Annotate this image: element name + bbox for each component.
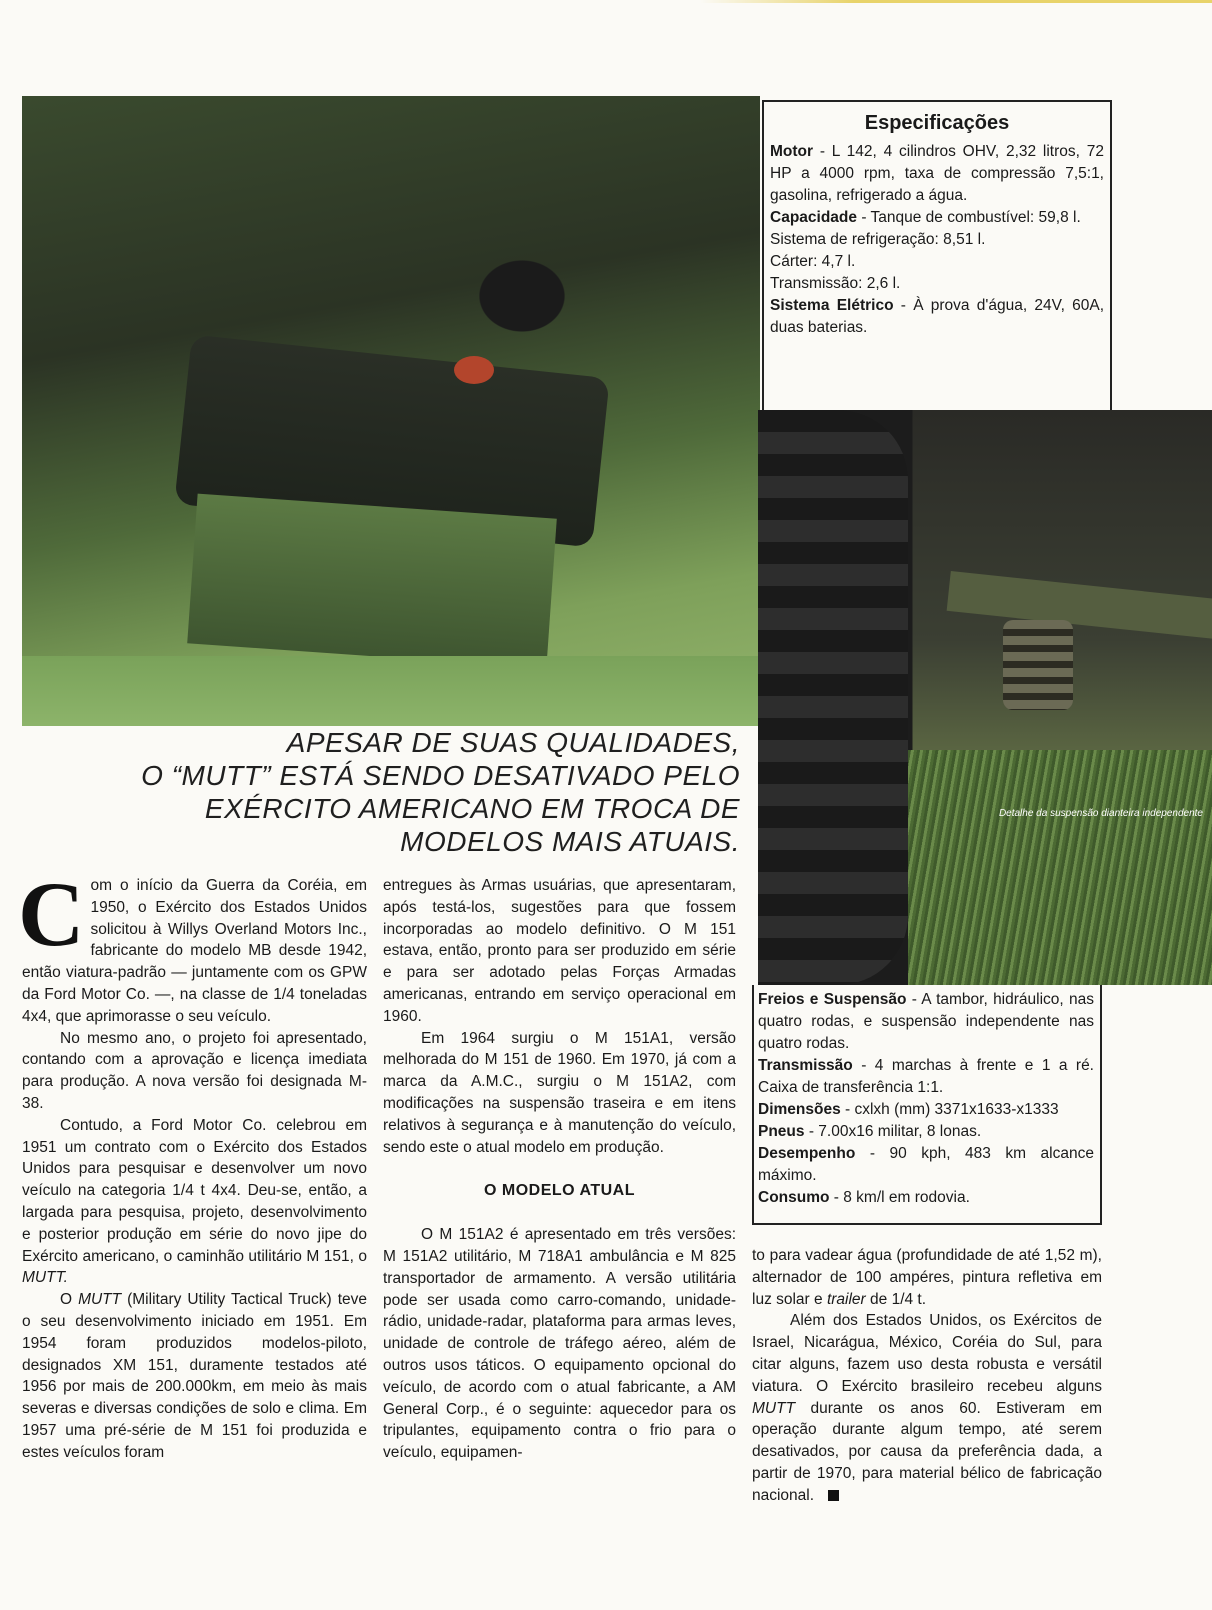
paragraph-text: to para vadear água (profundidade de até 1,52 m), alternador de 100 ampéres, pintura refletiva em luz solar e bbox=[752, 1247, 1102, 1308]
oil-cap-shape bbox=[454, 356, 494, 384]
spec-capacidade-label: Capacidade bbox=[770, 209, 858, 226]
paragraph bbox=[22, 1289, 367, 1463]
suspension-caption: Detalhe da suspensão dianteira independente bbox=[998, 808, 1203, 819]
spec-consumo bbox=[758, 1187, 1094, 1209]
headline-line-4: MODELOS MAIS ATUAIS. bbox=[400, 826, 740, 857]
paragraph-text: durante os anos 60. Estiveram em operação durante algum tempo, até serem desativados, por causa da preferência dada, a partir de 1970, para material bélico de fabricação nacional. bbox=[752, 1399, 1102, 1504]
end-mark-icon bbox=[828, 1490, 839, 1501]
headline-line-1: APESAR DE SUAS QUALIDADES, bbox=[286, 727, 740, 758]
spec-pneus-label: Pneus bbox=[758, 1123, 805, 1140]
spec-pneus-text: - 7.00x16 militar, 8 lonas. bbox=[804, 1123, 982, 1140]
specs-box-top bbox=[762, 100, 1112, 410]
headline-line-3: EXÉRCITO AMERICANO EM TROCA DE bbox=[204, 793, 740, 824]
paragraph-italic: MUTT bbox=[752, 1399, 796, 1417]
article-column-1 bbox=[18, 863, 367, 1464]
spec-freios bbox=[758, 989, 1094, 1055]
paragraph-text: Contudo, a Ford Motor Co. celebrou em 1951 um contrato com o Exército dos Estados Unidos para pesquisar e desenvolver um novo veículo na categoria 1/4 t 4x4. Deu-se, então, a largada para pesquisa, projeto, desenvolvimento e posterior produção em série do novo jipe do Exército americano, o caminhão utilitário M 151, o bbox=[22, 1116, 367, 1265]
spec-carter: Cárter: 4,7 l. bbox=[770, 253, 856, 270]
spec-pneus bbox=[758, 1121, 1094, 1143]
paragraph: O M 151A2 é apresentado em três versões: M 151A2 utilitário, M 718A1 ambulância e M 825 transportador de armamento. A versão utilitária pode ser usada como carro-comando, unidade-rádio, unidade-radar, plataforma para armas leves, unidade de controle de tráfego aéreo, além de outros usos táticos. O equipamento opcional do veículo, de acordo com o atual fabricante, a AM General Corp., é o seguinte: aquecedor para os tripulantes, equipamento contra o frio para o veículo, equipamen- bbox=[383, 1226, 736, 1462]
fender-shape bbox=[22, 656, 760, 726]
specs-title: Especificações bbox=[864, 112, 1010, 134]
paragraph bbox=[752, 1245, 1102, 1310]
paragraph: entregues às Armas usuárias, que apresentaram, após testá-los, sugestões para que fossem incorporadas ao modelo definitivo. O M 151 estava, então, pronto para ser produzido em série e para ser adotado pelas Forças Armadas americanas, entrando em serviço operacional em 1960. bbox=[383, 877, 736, 1025]
paragraph: No mesmo ano, o projeto foi apresentado, contando com a aprovação e licença imediata para produção. A nova versão foi designada M-38. bbox=[22, 1029, 367, 1112]
spec-motor-label: Motor bbox=[770, 143, 814, 160]
spec-motor-text: - L 142, 4 cilindros OHV, 2,32 litros, 72 HP a 4000 rpm, taxa de compressão 7,5:1, gasolina, refrigerado a água. bbox=[770, 143, 1104, 204]
engine-block-shape bbox=[187, 494, 557, 669]
spec-motor bbox=[770, 141, 1104, 207]
spec-dimensoes bbox=[758, 1099, 1094, 1121]
spec-transmissao bbox=[758, 1055, 1094, 1099]
grass-shape bbox=[908, 750, 1212, 985]
suspension-photo bbox=[758, 410, 1212, 985]
article-column-3 bbox=[752, 1245, 1102, 1507]
spec-transmissao-label: Transmissão bbox=[758, 1057, 853, 1074]
paragraph-italic: trailer bbox=[826, 1290, 866, 1308]
spec-capacidade bbox=[770, 207, 1104, 229]
headline-line-2: O “MUTT” ESTÁ SENDO DESATIVADO PELO bbox=[141, 760, 740, 791]
tire-shape bbox=[758, 410, 908, 985]
paragraph-text: om o início da Guerra da Coréia, em 1950, o Exército dos Estados Unidos solicitou à Willys Overland Motors Inc., fabricante do modelo MB desde 1942, então viatura-padrão — juntamente com os GPW da Ford Motor Co. —, na classe de 1/4 toneladas 4x4, que aprimorasse o seu veículo. bbox=[22, 877, 367, 1025]
paragraph-text: (Military Utility Tactical Truck) teve o seu desenvolvimento iniciado em 1951. Em 1954 foram produzidos modelos-piloto, designados XM 151, duramente testados até 1956 por mais de 200.000km, em meio às mais severas e diversas condições de solo e clima. Em 1957 uma pré-série de M 151 foi produzida e estes veículos foram bbox=[22, 1291, 367, 1461]
paragraph bbox=[18, 863, 367, 1028]
spec-consumo-label: Consumo bbox=[758, 1189, 830, 1206]
spec-freios-text: - A tambor, hidráulico, nas quatro rodas, e suspensão independente nas quatro rodas. bbox=[758, 991, 1094, 1052]
drop-cap: C bbox=[18, 863, 85, 965]
engine-photo bbox=[22, 96, 760, 726]
section-subheading: O MODELO ATUAL bbox=[484, 1182, 635, 1200]
coil-spring-shape bbox=[1003, 620, 1073, 710]
specs-box-bottom bbox=[752, 985, 1102, 1225]
article-column-2 bbox=[383, 875, 736, 1464]
paragraph-italic: MUTT bbox=[78, 1291, 122, 1309]
spec-desempenho-label: Desempenho bbox=[758, 1145, 856, 1162]
spec-refrigeracao: Sistema de refrigeração: 8,51 l. bbox=[770, 231, 986, 248]
spec-capacidade-text: - Tanque de combustível: 59,8 l. bbox=[857, 209, 1081, 226]
paragraph-italic: MUTT. bbox=[22, 1269, 68, 1287]
spec-transmissao-cap: Transmissão: 2,6 l. bbox=[770, 275, 901, 292]
spec-dimensoes-text: - cxlxh (mm) 3371x1633-x1333 bbox=[840, 1101, 1059, 1118]
spec-dimensoes-label: Dimensões bbox=[758, 1101, 841, 1118]
spec-freios-label: Freios e Suspensão bbox=[758, 991, 907, 1008]
spec-desempenho bbox=[758, 1143, 1094, 1187]
spec-desempenho-text: - 90 kph, 483 km alcance máximo. bbox=[758, 1145, 1094, 1184]
spec-transmissao-text: - 4 marchas à frente e 1 a ré. Caixa de transferência 1:1. bbox=[758, 1057, 1094, 1096]
control-arm-shape bbox=[947, 571, 1212, 639]
spec-eletrico-label: Sistema Elétrico bbox=[770, 297, 894, 314]
pull-quote-headline bbox=[60, 726, 740, 858]
spec-consumo-text: - 8 km/l em rodovia. bbox=[829, 1189, 970, 1206]
spec-eletrico-text: - À prova d'água, 24V, 60A, duas baterias. bbox=[770, 297, 1104, 336]
paragraph-text: de 1/4 t. bbox=[865, 1290, 927, 1308]
paragraph bbox=[22, 1115, 367, 1289]
paragraph: Em 1964 surgiu o M 151A1, versão melhorada do M 151 de 1960. Em 1970, já com a marca da A.M.C., surgiu o M 151A2, com modificações na suspensão traseira e em itens relativos à segurança e à manutenção do veículo, sendo este o atual modelo em produção. bbox=[383, 1029, 736, 1156]
top-edge-stripe bbox=[700, 0, 1212, 3]
paragraph-text: O bbox=[60, 1291, 79, 1309]
paragraph-text: Além dos Estados Unidos, os Exércitos de Israel, Nicarágua, México, Coréia do Sul, para citar alguns, fazem uso desta robusta e versátil viatura. O Exército brasileiro recebeu alguns bbox=[752, 1312, 1102, 1395]
spec-eletrico bbox=[770, 295, 1104, 339]
paragraph bbox=[752, 1310, 1102, 1506]
